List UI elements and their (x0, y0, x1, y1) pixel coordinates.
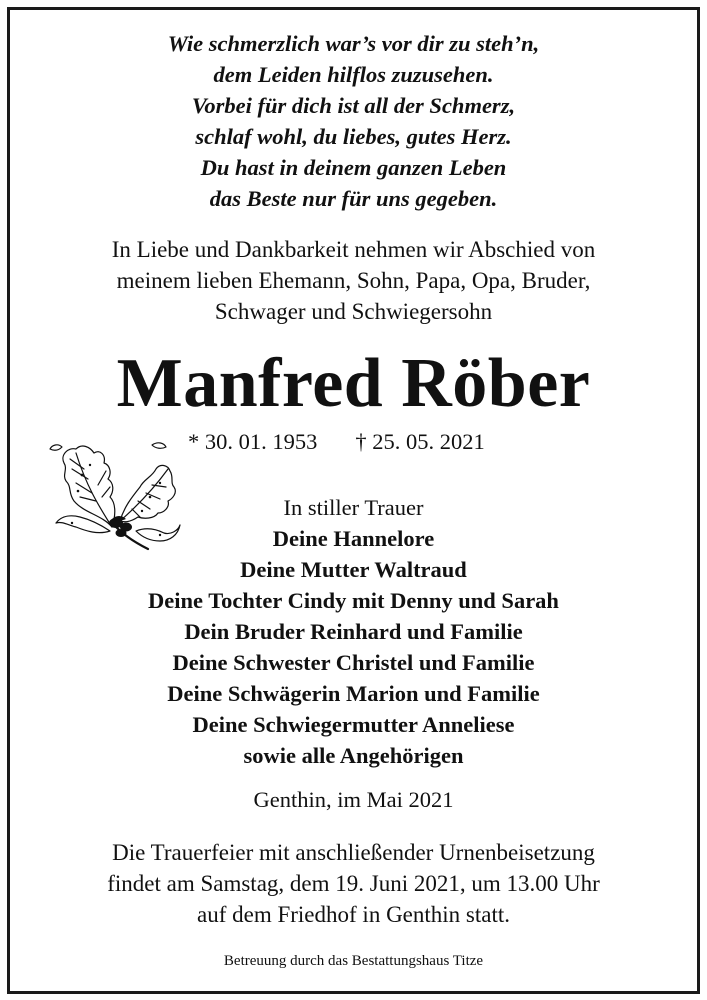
poem-line: dem Leiden hilflos zuzusehen. (213, 62, 494, 87)
poem-line: schlaf wohl, du liebes, gutes Herz. (195, 124, 512, 149)
mourning-heading: In stiller Trauer (283, 495, 424, 520)
place-date: Genthin, im Mai 2021 (253, 787, 454, 812)
poem-line: Du hast in deinem ganzen Leben (200, 155, 507, 180)
funeral-line: findet am Samstag, dem 19. Juni 2021, um 13.00 Uhr (107, 871, 600, 896)
birth-date: * 30. 01. 1953 (188, 429, 318, 454)
obituary-frame (7, 7, 700, 994)
mourner: Dein Bruder Reinhard und Familie (184, 619, 523, 644)
funeral-info (10, 837, 697, 930)
intro-line: meinem lieben Ehemann, Sohn, Papa, Opa, Bruder, (116, 268, 591, 293)
mourners-list (10, 523, 697, 771)
intro-text (10, 234, 697, 327)
mourner: Deine Mutter Waltraud (240, 557, 467, 582)
mourner: Deine Tochter Cindy mit Denny und Sarah (148, 588, 559, 613)
intro-line: In Liebe und Dankbarkeit nehmen wir Abschied von (111, 237, 596, 262)
mourner: Deine Hannelore (272, 526, 435, 551)
poem-line: das Beste nur für uns gegeben. (209, 186, 498, 211)
poem-line: Vorbei für dich ist all der Schmerz, (191, 93, 516, 118)
mourner: Deine Schwiegermutter Anneliese (192, 712, 515, 737)
funeral-home-credit: Betreuung durch das Bestattungshaus Titze (223, 953, 484, 969)
life-dates (188, 427, 548, 457)
poem (10, 28, 697, 214)
mourner: Deine Schwester Christel und Familie (172, 650, 535, 675)
funeral-line: auf dem Friedhof in Genthin statt. (197, 902, 510, 927)
mourner: Deine Schwägerin Marion und Familie (167, 681, 540, 706)
poem-line: Wie schmerzlich war’s vor dir zu steh’n, (167, 31, 540, 56)
obituary-page (10, 10, 697, 991)
intro-line: Schwager und Schwiegersohn (214, 299, 493, 324)
death-date: † 25. 05. 2021 (355, 429, 485, 454)
funeral-line: Die Trauerfeier mit anschließender Urnenbeisetzung (112, 840, 595, 865)
deceased-name: Manfred Röber (116, 345, 591, 422)
mourner: sowie alle Angehörigen (243, 743, 464, 768)
